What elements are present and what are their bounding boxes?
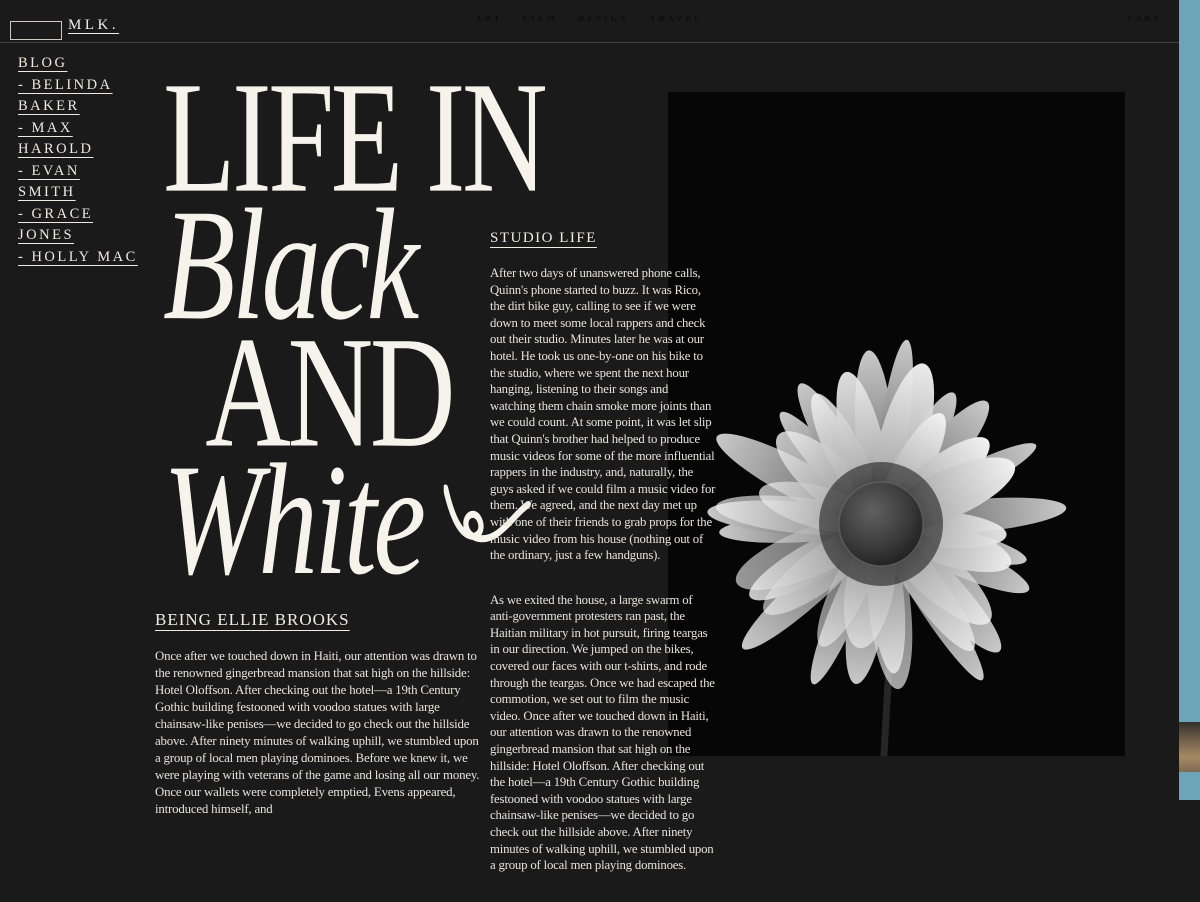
page-title xyxy=(163,50,545,609)
sidebar-item-holly-mac[interactable]: - HOLLY MAC xyxy=(18,248,138,265)
site-header xyxy=(0,0,1179,43)
sidebar-item-grace-jones[interactable]: - GRACE JONES xyxy=(18,205,94,243)
headline-line-3: AND xyxy=(205,305,453,481)
sidebar-item-evan-smith[interactable]: - EVAN SMITH xyxy=(18,162,80,200)
daisy-flower-svg xyxy=(668,92,1125,756)
article-studio-life xyxy=(490,230,716,902)
top-nav xyxy=(0,14,1179,23)
nav-item-art[interactable]: ART xyxy=(475,14,503,23)
cart-link[interactable]: CART xyxy=(1127,14,1162,23)
article-heading-studio-life: STUDIO LIFE xyxy=(490,230,597,246)
sidebar-item-max-harold[interactable]: - MAX HAROLD xyxy=(18,119,94,157)
sidebar-blog-nav xyxy=(18,53,138,268)
logo-link[interactable]: MLK. xyxy=(68,17,120,33)
nav-item-design[interactable]: DESIGN xyxy=(578,14,630,23)
desktop-background-strip xyxy=(1179,0,1200,800)
logo-mark-box[interactable] xyxy=(10,21,62,40)
article-paragraph: Once after we touched down in Haiti, our attention was drawn to the renowned gingerbread mansion that sat high on the hillside: Hotel Oloffson. After checking out the hotel—a 19th Century Gothic building festooned with voodoo statues with large chainsaw-like penises—we decided to go check out the hillside above. After ninety minutes of walking uphill, we stumbled upon a group of local men playing dominoes. Before we knew it, we were playing with veterans of the game and losing all our money. Once our wallets were completely emptied, Evens appeared, introduced himself, and xyxy=(155,649,480,816)
nav-separator: · xyxy=(509,14,517,23)
article-heading-being-ellie-brooks: BEING ELLIE BROOKS xyxy=(155,610,350,629)
article-paragraph: As we exited the house, a large swarm of anti-government protesters ran past, the Haitian military in hot pursuit, firing teargas in our direction. We jumped on the bikes, covered our faces with our t-shirts, and rode through the teargas. Once we had escaped the commotion, we set out to film the music video. Once after we touched down in Haiti, our attention was drawn to the renowned gingerbread mansion that sat high on the hillside: Hotel Oloffson. After checking out the hotel—a 19th Century Gothic building festooned with voodoo statues with large chainsaw-like penises—we decided to go check out the hillside above. After ninety minutes of walking uphill, we stumbled upon a group of local men playing dominoes. xyxy=(490,592,715,873)
article-paragraph: After two days of unanswered phone calls, Quinn's phone started to buzz. It was Rico, the dirt bike guy, calling to see if we were down to meet some local rappers and check out their studio. Minutes later he was at our hotel. He took us one-by-one on his bike to the studio, where we spent the next hour hanging, listening to their songs and watching them chain smoke more joints than we could count. At some point, it was let slip that Quinn's brother had helped to produce music videos for some of the more influential rappers in the industry, and, naturally, the guys asked if we could film a music video for them. We agreed, and the next day met up with one of their friends to grab props for the music video from his house (nothing out of the ordinary, just a few handguns). xyxy=(490,266,716,563)
headline-line-4 xyxy=(163,432,544,609)
sidebar-item-blog[interactable]: BLOG xyxy=(18,55,68,71)
desktop-background-detail xyxy=(1179,722,1200,772)
nav-separator: · xyxy=(636,14,643,23)
headline-line-1: LIFE IN xyxy=(163,50,545,227)
sidebar-item-belinda-baker[interactable]: - BELINDA BAKER xyxy=(18,76,113,114)
article-being-ellie-brooks xyxy=(155,610,484,846)
nav-item-film[interactable]: FILM xyxy=(523,14,558,23)
headline-line-2: Black xyxy=(163,177,416,354)
nav-item-travel[interactable]: TRAVEL xyxy=(649,14,704,23)
nav-separator: · xyxy=(564,14,572,23)
flower-photo xyxy=(668,92,1125,756)
headline-word-white: White xyxy=(163,432,423,609)
